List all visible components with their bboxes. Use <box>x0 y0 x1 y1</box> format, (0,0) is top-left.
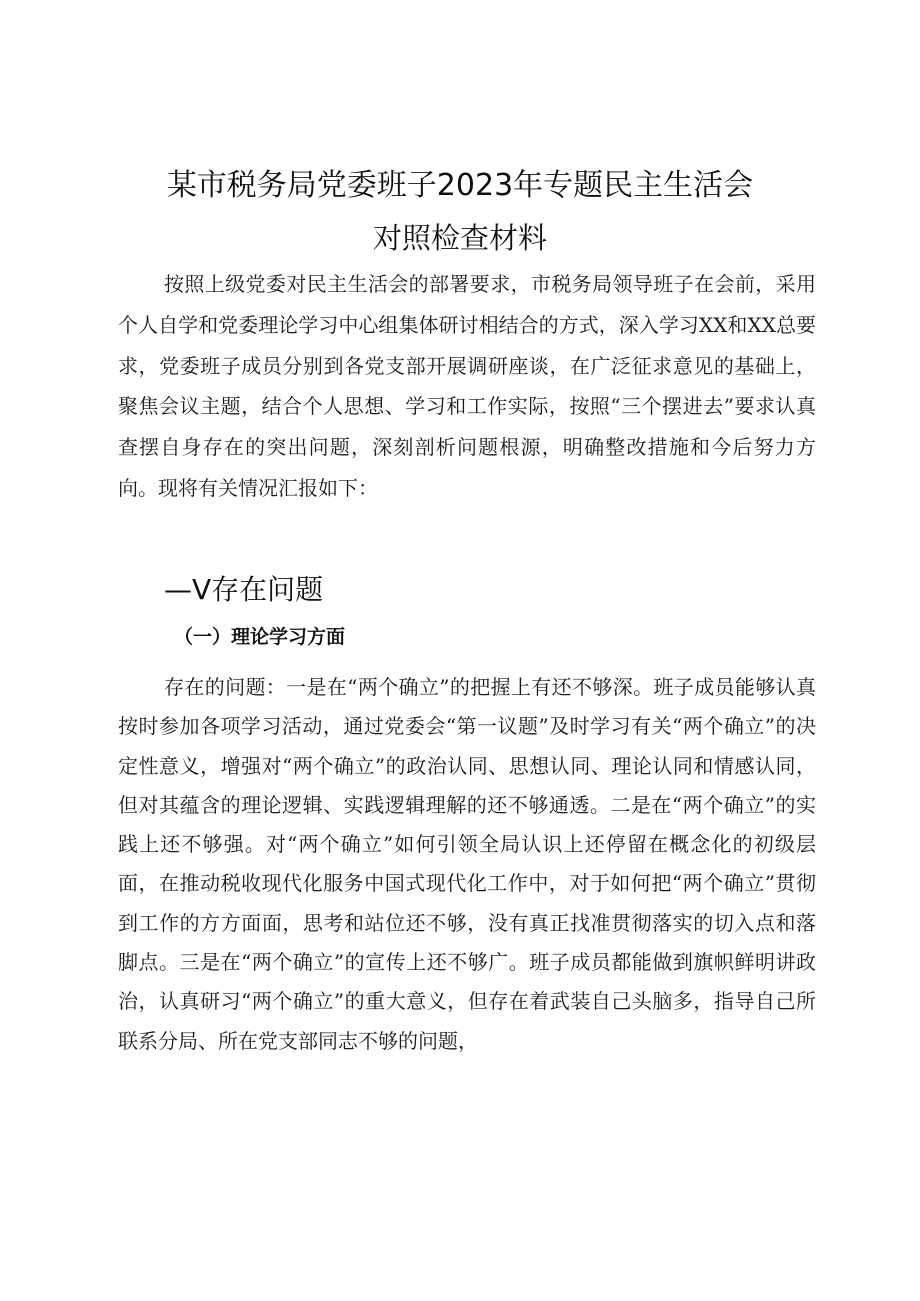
section-body-paragraph: 存在的问题：一是在“两个确立”的把握上有还不够深。班子成员能够认真按时参加各项学习活动，通过党委会“第一议题”及时学习有关“两个确立”的决定性意义，增强对“两个确立”的政治认同、思想认同、理论认同和情感认同，但对其蕴含的理论逻辑、实践逻辑理解的还不够通透。二是在“两个确立”的实践上还不够强。对“两个确立”如何引领全局认识上还停留在概念化的初级层面，在推动税收现代化服务中国式现代化工作中，对于如何把“两个确立”贯彻到工作的方方面面，思考和站位还不够，没有真正找准贯彻落实的切入点和落脚点。三是在“两个确立”的宣传上还不够广。班子成员都能做到旗帜鲜明讲政治，认真研习“两个确立”的重大意义，但存在着武装自己头脑多，指导自己所联系分局、所在党支部同志不够的问题， <box>118 675 816 1053</box>
intro-paragraph: 按照上级党委对民主生活会的部署要求，市税务局领导班子在会前，采用个人自学和党委理论学习中心组集体研讨相结合的方式，深入学习XX和XX总要求，党委班子成员分别到各党支部开展调研座谈，在广泛征求意见的基础上，聚焦会议主题，结合个人思想、学习和工作实际，按照“三个摆进去”要求认真查摆自身存在的突出问题，深刻剖析问题根源，明确整改措施和今后努力方向。现将有关情况汇报如下： <box>118 272 816 500</box>
section-heading: —V存在问题 <box>164 573 324 606</box>
document-subtitle: 对照检查材料 <box>372 221 547 255</box>
subsection-heading: （一）理论学习方面 <box>174 626 346 648</box>
document-title: 某市税务局党委班子2023年专题民主生活会 <box>166 168 754 203</box>
